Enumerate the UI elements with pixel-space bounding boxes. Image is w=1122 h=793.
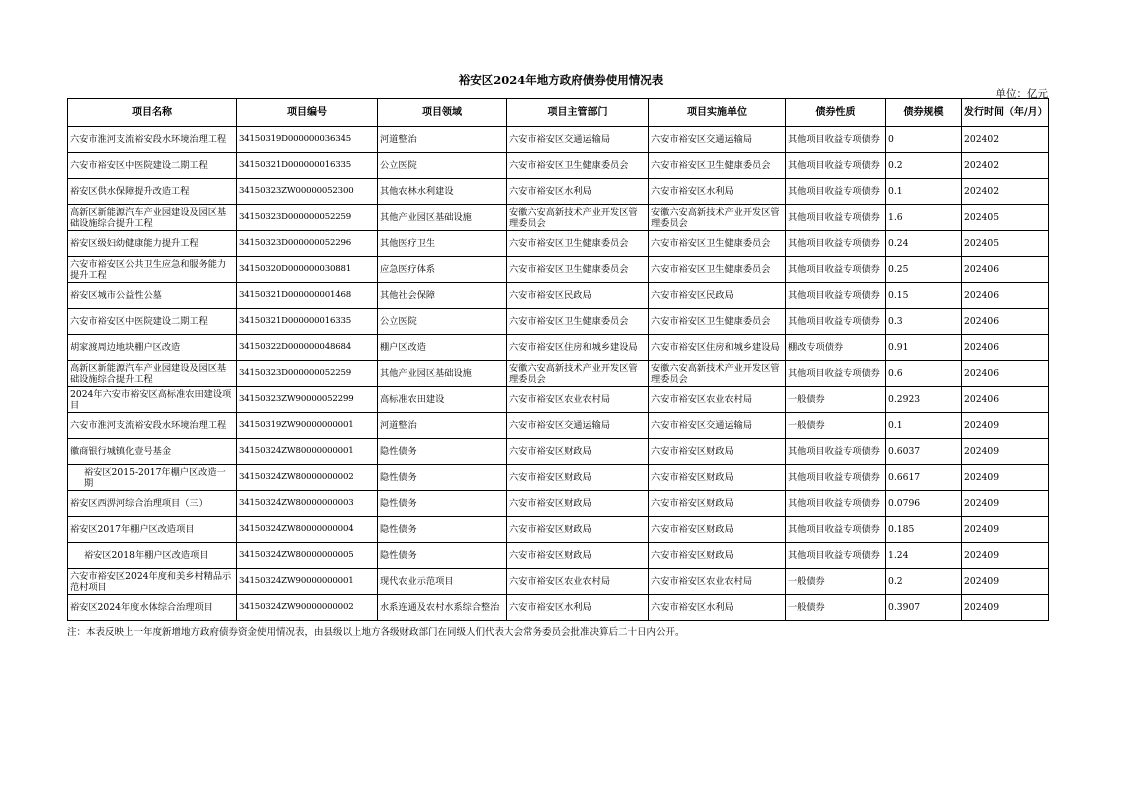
project-name-cell: 六安市淮河支流裕安段水环境治理工程 xyxy=(68,127,237,153)
project-name-cell: 裕安区2024年度水体综合治理项目 xyxy=(68,595,237,621)
unit-label: 单位：亿元 xyxy=(995,88,1048,100)
issue-time-cell: 202406 xyxy=(962,387,1049,413)
issue-time-cell: 202409 xyxy=(962,569,1049,595)
implementing-unit-cell: 六安市裕安区水利局 xyxy=(649,595,786,621)
implementing-unit-cell: 六安市裕安区交通运输局 xyxy=(649,413,786,439)
bond-nature-cell: 其他项目收益专项债券 xyxy=(786,309,886,335)
table-row xyxy=(68,439,1049,465)
table-row xyxy=(68,127,1049,153)
project-field-cell: 其他医疗卫生 xyxy=(378,231,507,257)
table-row xyxy=(68,179,1049,205)
bond-scale-cell: 0 xyxy=(886,127,962,153)
table-row xyxy=(68,491,1049,517)
project-field-cell: 水系连通及农村水系综合整治 xyxy=(378,595,507,621)
implementing-unit-cell: 六安市裕安区卫生健康委员会 xyxy=(649,231,786,257)
project-code-cell: 34150324ZW80000000004 xyxy=(237,517,378,543)
project-code-cell: 34150319ZW90000000001 xyxy=(237,413,378,439)
issue-time-cell: 202409 xyxy=(962,491,1049,517)
project-field-cell: 河道整治 xyxy=(378,127,507,153)
bond-nature-cell: 一般债券 xyxy=(786,387,886,413)
bond-usage-table xyxy=(67,98,1049,621)
bond-scale-cell: 0.1 xyxy=(886,413,962,439)
project-name-cell: 高新区新能源汽车产业园建设及园区基础设施综合提升工程 xyxy=(68,205,237,231)
issue-time-cell: 202406 xyxy=(962,361,1049,387)
implementing-unit-cell: 六安市裕安区水利局 xyxy=(649,179,786,205)
supervising-dept-cell: 六安市裕安区卫生健康委员会 xyxy=(507,231,649,257)
supervising-dept-cell: 六安市裕安区交通运输局 xyxy=(507,127,649,153)
bond-scale-cell: 0.6 xyxy=(886,361,962,387)
implementing-unit-cell: 六安市裕安区交通运输局 xyxy=(649,127,786,153)
bond-nature-cell: 其他项目收益专项债券 xyxy=(786,439,886,465)
project-code-cell: 34150321D000000016335 xyxy=(237,309,378,335)
supervising-dept-cell: 六安市裕安区卫生健康委员会 xyxy=(507,153,649,179)
table-row xyxy=(68,283,1049,309)
bond-nature-cell: 其他项目收益专项债券 xyxy=(786,283,886,309)
bond-nature-cell: 其他项目收益专项债券 xyxy=(786,361,886,387)
project-name-cell: 裕安区2015-2017年棚户区改造一期 xyxy=(68,465,237,491)
header-project-field: 项目领域 xyxy=(378,99,507,127)
implementing-unit-cell: 六安市裕安区卫生健康委员会 xyxy=(649,257,786,283)
bond-scale-cell: 0.3 xyxy=(886,309,962,335)
implementing-unit-cell: 六安市裕安区民政局 xyxy=(649,283,786,309)
header-supervising-dept: 项目主管部门 xyxy=(507,99,649,127)
issue-time-cell: 202406 xyxy=(962,335,1049,361)
bond-scale-cell: 0.91 xyxy=(886,335,962,361)
project-name-cell: 六安市裕安区公共卫生应急和服务能力提升工程 xyxy=(68,257,237,283)
bond-scale-cell: 0.6617 xyxy=(886,465,962,491)
project-field-cell: 河道整治 xyxy=(378,413,507,439)
bond-scale-cell: 0.3907 xyxy=(886,595,962,621)
issue-time-cell: 202405 xyxy=(962,231,1049,257)
project-field-cell: 应急医疗体系 xyxy=(378,257,507,283)
table-row xyxy=(68,569,1049,595)
bond-scale-cell: 0.2 xyxy=(886,569,962,595)
project-field-cell: 隐性债务 xyxy=(378,491,507,517)
table-row xyxy=(68,465,1049,491)
supervising-dept-cell: 六安市裕安区卫生健康委员会 xyxy=(507,257,649,283)
issue-time-cell: 202406 xyxy=(962,309,1049,335)
header-project-name: 项目名称 xyxy=(68,99,237,127)
project-field-cell: 隐性债务 xyxy=(378,439,507,465)
project-code-cell: 34150321D000000016335 xyxy=(237,153,378,179)
project-code-cell: 34150323ZW90000052299 xyxy=(237,387,378,413)
project-name-cell: 高新区新能源汽车产业园建设及园区基础设施综合提升工程 xyxy=(68,361,237,387)
bond-nature-cell: 其他项目收益专项债券 xyxy=(786,231,886,257)
bond-nature-cell: 其他项目收益专项债券 xyxy=(786,127,886,153)
project-field-cell: 公立医院 xyxy=(378,153,507,179)
header-project-code: 项目编号 xyxy=(237,99,378,127)
implementing-unit-cell: 六安市裕安区住房和城乡建设局 xyxy=(649,335,786,361)
bond-nature-cell: 其他项目收益专项债券 xyxy=(786,257,886,283)
supervising-dept-cell: 六安市裕安区财政局 xyxy=(507,465,649,491)
project-name-cell: 裕安区级妇幼健康能力提升工程 xyxy=(68,231,237,257)
bond-scale-cell: 0.15 xyxy=(886,283,962,309)
project-code-cell: 34150324ZW90000000002 xyxy=(237,595,378,621)
bond-nature-cell: 其他项目收益专项债券 xyxy=(786,153,886,179)
project-name-cell: 六安市淮河支流裕安段水环境治理工程 xyxy=(68,413,237,439)
bond-nature-cell: 一般债券 xyxy=(786,569,886,595)
project-code-cell: 34150324ZW80000000002 xyxy=(237,465,378,491)
bond-scale-cell: 0.1 xyxy=(886,179,962,205)
table-row xyxy=(68,153,1049,179)
bond-scale-cell: 0.2 xyxy=(886,153,962,179)
project-name-cell: 2024年六安市裕安区高标准农田建设项目 xyxy=(68,387,237,413)
bond-nature-cell: 其他项目收益专项债券 xyxy=(786,491,886,517)
table-row xyxy=(68,257,1049,283)
header-bond-nature: 债券性质 xyxy=(786,99,886,127)
bond-nature-cell: 一般债券 xyxy=(786,595,886,621)
project-name-cell: 六安市裕安区中医院建设二期工程 xyxy=(68,309,237,335)
project-name-cell: 六安市裕安区中医院建设二期工程 xyxy=(68,153,237,179)
project-name-cell: 裕安区城市公益性公墓 xyxy=(68,283,237,309)
issue-time-cell: 202402 xyxy=(962,179,1049,205)
page-title: 裕安区2024年地方政府债券使用情况表 xyxy=(458,73,664,87)
table-row xyxy=(68,543,1049,569)
project-code-cell: 34150321D000000001468 xyxy=(237,283,378,309)
table-row xyxy=(68,361,1049,387)
project-code-cell: 34150319D000000036345 xyxy=(237,127,378,153)
project-field-cell: 现代农业示范项目 xyxy=(378,569,507,595)
implementing-unit-cell: 六安市裕安区财政局 xyxy=(649,465,786,491)
bond-nature-cell: 棚改专项债券 xyxy=(786,335,886,361)
supervising-dept-cell: 六安市裕安区交通运输局 xyxy=(507,413,649,439)
bond-scale-cell: 1.24 xyxy=(886,543,962,569)
supervising-dept-cell: 安徽六安高新技术产业开发区管理委员会 xyxy=(507,205,649,231)
project-field-cell: 其他产业园区基础设施 xyxy=(378,205,507,231)
issue-time-cell: 202409 xyxy=(962,517,1049,543)
bond-scale-cell: 0.0796 xyxy=(886,491,962,517)
header-implementing-unit: 项目实施单位 xyxy=(649,99,786,127)
table-row xyxy=(68,205,1049,231)
project-code-cell: 34150320D000000030881 xyxy=(237,257,378,283)
bond-nature-cell: 其他项目收益专项债券 xyxy=(786,179,886,205)
issue-time-cell: 202409 xyxy=(962,413,1049,439)
project-name-cell: 胡家渡周边地块棚户区改造 xyxy=(68,335,237,361)
table-row xyxy=(68,335,1049,361)
implementing-unit-cell: 安徽六安高新技术产业开发区管理委员会 xyxy=(649,205,786,231)
implementing-unit-cell: 六安市裕安区财政局 xyxy=(649,491,786,517)
bond-scale-cell: 0.24 xyxy=(886,231,962,257)
project-field-cell: 棚户区改造 xyxy=(378,335,507,361)
table-row xyxy=(68,231,1049,257)
implementing-unit-cell: 六安市裕安区卫生健康委员会 xyxy=(649,153,786,179)
project-name-cell: 裕安区2018年棚户区改造项目 xyxy=(68,543,237,569)
supervising-dept-cell: 六安市裕安区财政局 xyxy=(507,517,649,543)
table-row xyxy=(68,309,1049,335)
implementing-unit-cell: 安徽六安高新技术产业开发区管理委员会 xyxy=(649,361,786,387)
supervising-dept-cell: 六安市裕安区财政局 xyxy=(507,439,649,465)
project-name-cell: 六安市裕安区2024年度和美乡村精品示范村项目 xyxy=(68,569,237,595)
bond-nature-cell: 其他项目收益专项债券 xyxy=(786,205,886,231)
project-field-cell: 隐性债务 xyxy=(378,517,507,543)
supervising-dept-cell: 六安市裕安区住房和城乡建设局 xyxy=(507,335,649,361)
bond-nature-cell: 其他项目收益专项债券 xyxy=(786,543,886,569)
table-row xyxy=(68,413,1049,439)
implementing-unit-cell: 六安市裕安区财政局 xyxy=(649,439,786,465)
table-row xyxy=(68,387,1049,413)
supervising-dept-cell: 六安市裕安区农业农村局 xyxy=(507,569,649,595)
footnote: 注：本表反映上一年度新增地方政府债券资金使用情况表，由县级以上地方各级财政部门在同级人们代表大会常务委员会批准决算后二十日内公开。 xyxy=(67,627,685,638)
issue-time-cell: 202409 xyxy=(962,465,1049,491)
project-code-cell: 34150323ZW00000052300 xyxy=(237,179,378,205)
bond-scale-cell: 0.25 xyxy=(886,257,962,283)
issue-time-cell: 202405 xyxy=(962,205,1049,231)
bond-nature-cell: 一般债券 xyxy=(786,413,886,439)
supervising-dept-cell: 六安市裕安区卫生健康委员会 xyxy=(507,309,649,335)
project-field-cell: 隐性债务 xyxy=(378,465,507,491)
bond-scale-cell: 0.2923 xyxy=(886,387,962,413)
implementing-unit-cell: 六安市裕安区财政局 xyxy=(649,517,786,543)
project-code-cell: 34150323D000000052259 xyxy=(237,205,378,231)
project-field-cell: 其他农林水利建设 xyxy=(378,179,507,205)
project-name-cell: 徽商银行城镇化壹号基金 xyxy=(68,439,237,465)
implementing-unit-cell: 六安市裕安区卫生健康委员会 xyxy=(649,309,786,335)
supervising-dept-cell: 六安市裕安区水利局 xyxy=(507,179,649,205)
issue-time-cell: 202406 xyxy=(962,283,1049,309)
bond-nature-cell: 其他项目收益专项债券 xyxy=(786,465,886,491)
implementing-unit-cell: 六安市裕安区农业农村局 xyxy=(649,387,786,413)
project-field-cell: 隐性债务 xyxy=(378,543,507,569)
project-field-cell: 其他产业园区基础设施 xyxy=(378,361,507,387)
table-body xyxy=(68,127,1049,621)
supervising-dept-cell: 安徽六安高新技术产业开发区管理委员会 xyxy=(507,361,649,387)
supervising-dept-cell: 六安市裕安区农业农村局 xyxy=(507,387,649,413)
project-code-cell: 34150324ZW90000000001 xyxy=(237,569,378,595)
supervising-dept-cell: 六安市裕安区财政局 xyxy=(507,491,649,517)
implementing-unit-cell: 六安市裕安区农业农村局 xyxy=(649,569,786,595)
issue-time-cell: 202402 xyxy=(962,127,1049,153)
bond-nature-cell: 其他项目收益专项债券 xyxy=(786,517,886,543)
bond-scale-cell: 1.6 xyxy=(886,205,962,231)
header-issue-time: 发行时间（年/月） xyxy=(962,99,1049,127)
project-code-cell: 34150324ZW80000000001 xyxy=(237,439,378,465)
project-field-cell: 其他社会保障 xyxy=(378,283,507,309)
supervising-dept-cell: 六安市裕安区财政局 xyxy=(507,543,649,569)
supervising-dept-cell: 六安市裕安区水利局 xyxy=(507,595,649,621)
bond-scale-cell: 0.185 xyxy=(886,517,962,543)
project-field-cell: 公立医院 xyxy=(378,309,507,335)
project-name-cell: 裕安区2017年棚户区改造项目 xyxy=(68,517,237,543)
bond-scale-cell: 0.6037 xyxy=(886,439,962,465)
project-name-cell: 裕安区西淠河综合治理项目（三） xyxy=(68,491,237,517)
header-bond-scale: 债券规模 xyxy=(886,99,962,127)
issue-time-cell: 202409 xyxy=(962,543,1049,569)
project-code-cell: 34150323D000000052296 xyxy=(237,231,378,257)
implementing-unit-cell: 六安市裕安区财政局 xyxy=(649,543,786,569)
issue-time-cell: 202406 xyxy=(962,257,1049,283)
table-row xyxy=(68,517,1049,543)
table-row xyxy=(68,595,1049,621)
project-name-cell: 裕安区供水保障提升改造工程 xyxy=(68,179,237,205)
project-code-cell: 34150324ZW80000000005 xyxy=(237,543,378,569)
project-field-cell: 高标准农田建设 xyxy=(378,387,507,413)
project-code-cell: 34150324ZW80000000003 xyxy=(237,491,378,517)
project-code-cell: 34150323D000000052259 xyxy=(237,361,378,387)
supervising-dept-cell: 六安市裕安区民政局 xyxy=(507,283,649,309)
issue-time-cell: 202409 xyxy=(962,595,1049,621)
issue-time-cell: 202409 xyxy=(962,439,1049,465)
project-code-cell: 34150322D000000048684 xyxy=(237,335,378,361)
issue-time-cell: 202402 xyxy=(962,153,1049,179)
header-row xyxy=(68,99,1049,127)
